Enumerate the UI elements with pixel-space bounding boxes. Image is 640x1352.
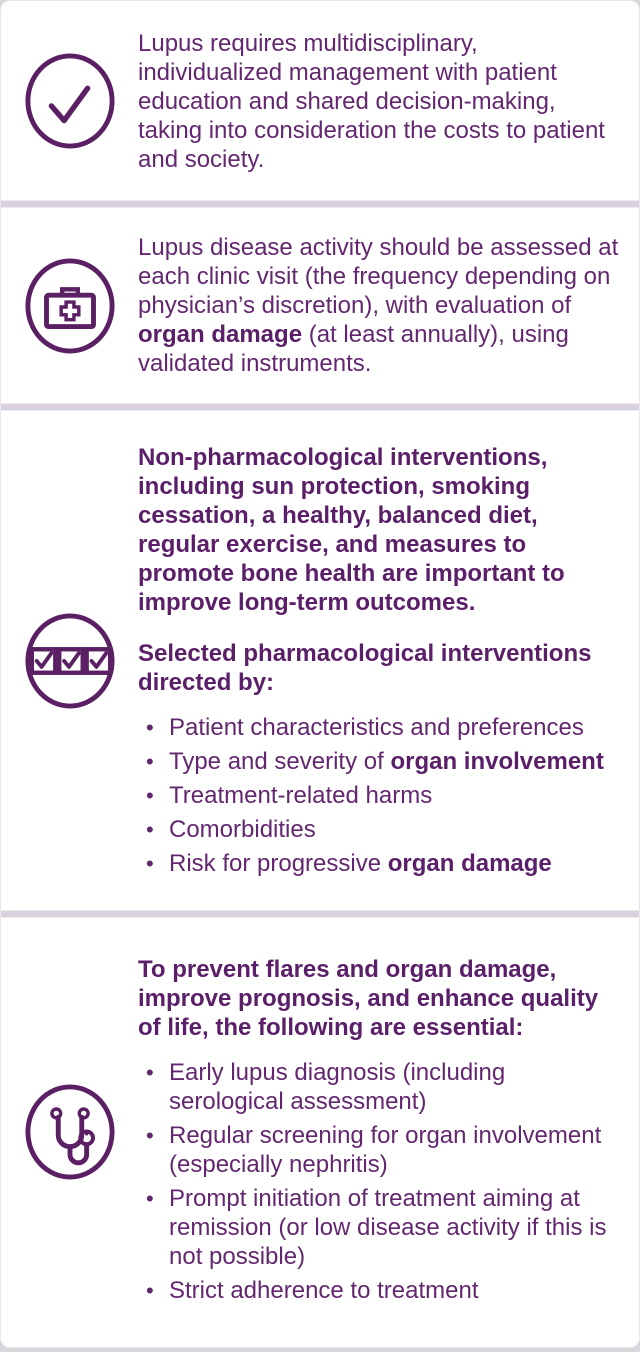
section-text-column <box>138 955 638 1310</box>
text-segment-bold: organ involvement <box>390 747 604 775</box>
text-segment: Prompt initiation of treatment aiming at remission (or low disease activity if this is not possible) <box>169 1184 607 1270</box>
text-segment: Selected pharmacological interventions directed by: <box>138 639 592 696</box>
stethoscope-icon <box>23 1082 117 1182</box>
section-text-column <box>138 233 638 378</box>
assessment-paragraph <box>138 233 620 378</box>
checklist-icon <box>23 611 117 711</box>
first-aid-kit-icon <box>23 256 117 356</box>
text-segment: Patient characteristics and preferences <box>169 713 584 741</box>
text-segment: Treatment-related harms <box>169 781 433 809</box>
principle-paragraph <box>138 29 620 174</box>
essential-measures-list <box>138 1058 620 1305</box>
list-item <box>138 781 620 810</box>
section-text-column <box>138 29 638 174</box>
text-segment: Type and severity of <box>169 747 391 775</box>
intervention-factors-list <box>138 713 620 878</box>
list-item <box>138 1276 620 1305</box>
list-item <box>138 849 620 878</box>
text-segment: Strict adherence to treatment <box>169 1276 479 1304</box>
section-icon-column <box>1 256 138 356</box>
section-icon-column <box>1 51 138 151</box>
text-segment: Lupus requires multidisciplinary, individualized management with patient education and shared decision-making, taking into consideration the costs to patient and society. <box>138 29 605 173</box>
text-segment: Regular screening for organ involvement (especially nephritis) <box>169 1121 602 1178</box>
text-segment-bold: organ damage <box>387 849 552 877</box>
pharmacological-heading <box>138 639 620 697</box>
list-item <box>138 1184 620 1271</box>
section-icon-column <box>1 611 138 711</box>
text-segment: Comorbidities <box>169 815 316 843</box>
check-circle-icon <box>23 51 117 151</box>
list-item <box>138 747 620 776</box>
non-pharmacological-paragraph <box>138 443 620 617</box>
section-text-column <box>138 439 638 883</box>
list-item <box>138 1121 620 1179</box>
text-segment-bold: organ damage <box>138 321 303 348</box>
list-item <box>138 1058 620 1116</box>
text-segment: Non-pharmacological interventions, including sun protection, smoking cessation, a healthy, balanced diet, regular exercise, and measures to promote bone health are important to improve long-term outcomes. <box>138 443 565 616</box>
section-overarching-principle <box>1 1 639 201</box>
text-segment: (at least annually), using validated instruments. <box>138 321 569 377</box>
list-item <box>138 713 620 742</box>
section-treatment-goals <box>1 917 639 1347</box>
section-disease-activity <box>1 207 639 404</box>
text-segment: Risk for progressive <box>169 849 388 877</box>
list-item <box>138 815 620 844</box>
section-icon-column <box>1 1082 138 1182</box>
section-interventions <box>1 410 639 911</box>
treatment-goals-heading <box>138 955 620 1042</box>
text-segment: Lupus disease activity should be assessed at each clinic visit (the frequency depending on physician’s discretion), with evaluation of <box>138 234 619 319</box>
text-segment: To prevent flares and organ damage, improve prognosis, and enhance quality of life, the following are essential: <box>138 955 599 1041</box>
text-segment: Early lupus diagnosis (including serological assessment) <box>169 1058 506 1115</box>
